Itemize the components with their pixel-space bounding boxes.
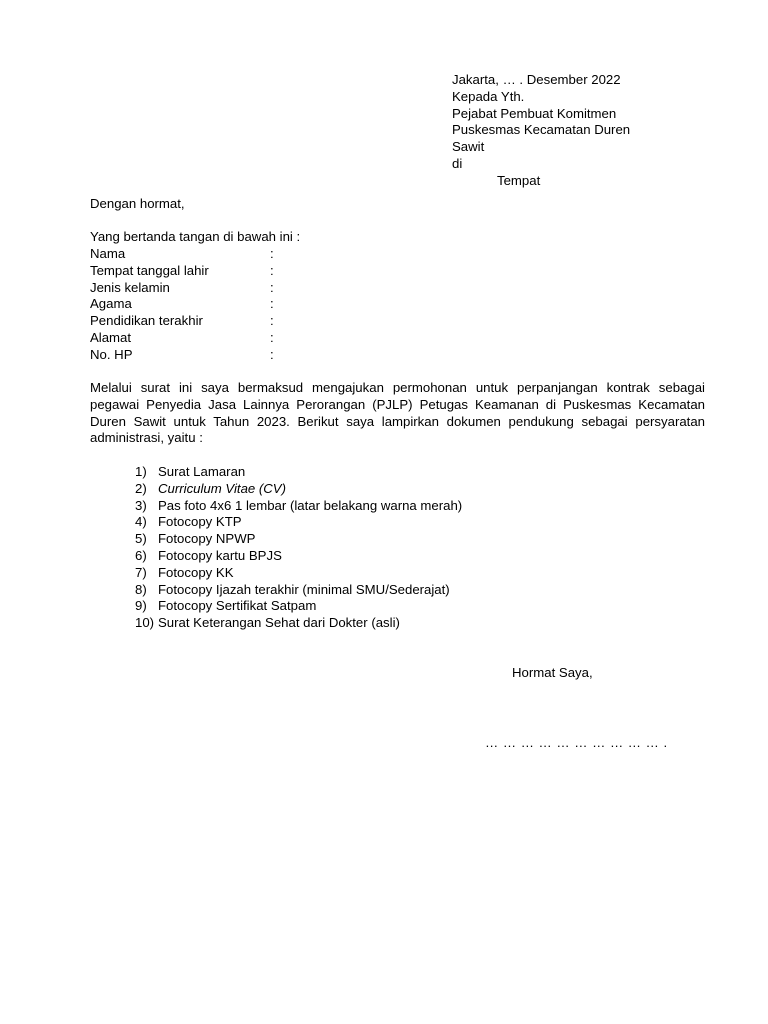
field-label: Tempat tanggal lahir xyxy=(90,262,209,278)
recipient-di: di xyxy=(452,155,463,171)
recipient-line-2: Puskesmas Kecamatan Duren xyxy=(452,122,631,138)
list-text: Fotocopy KK xyxy=(158,564,234,580)
field-colon: : xyxy=(270,262,274,278)
list-number: 4) xyxy=(135,514,147,530)
field-colon: : xyxy=(270,313,274,329)
list-number: 6) xyxy=(135,547,147,563)
list-text: Surat Keterangan Sehat dari Dokter (asli) xyxy=(158,615,400,631)
place-date: Jakarta, … . Desember 2022 xyxy=(452,72,621,87)
field-colon: : xyxy=(270,279,274,295)
field-label: Alamat xyxy=(90,329,132,345)
salutation: Dengan hormat, xyxy=(90,196,185,211)
recipient-line-3: Sawit xyxy=(452,139,485,155)
field-colon: : xyxy=(270,329,274,345)
list-number: 8) xyxy=(135,581,147,597)
list-number: 1) xyxy=(135,464,147,479)
recipient-block xyxy=(452,72,630,190)
field-colon: : xyxy=(270,246,274,261)
body-paragraph: Melalui surat ini saya bermaksud mengajukan permohonan untuk perpanjangan kontrak sebagai pegawai Penyedia Jasa Lainnya Perorangan (PJLP) Petugas Keamanan di Puskesmas Kecamatan Duren Sawit untuk Tahun 2023. Berikut saya lampirkan dokumen pendukung sebagai persyaratan administrasi, yaitu : xyxy=(90,380,705,446)
field-colon: : xyxy=(270,346,274,362)
list-text: Pas foto 4x6 1 lembar (latar belakang warna merah) xyxy=(158,497,463,513)
field-label: Agama xyxy=(90,296,132,312)
closing-line: Hormat Saya, xyxy=(512,665,593,680)
field-label: Nama xyxy=(90,246,126,261)
field-label: Jenis kelamin xyxy=(90,279,170,295)
list-text: Curriculum Vitae (CV) xyxy=(158,480,286,496)
intro-line: Yang bertanda tangan di bawah ini : xyxy=(90,229,301,244)
list-number: 9) xyxy=(135,598,147,614)
list-text: Fotocopy Sertifikat Satpam xyxy=(158,598,317,614)
list-text: Fotocopy KTP xyxy=(158,514,242,530)
list-number: 2) xyxy=(135,480,147,496)
list-number: 3) xyxy=(135,497,147,513)
field-colon: : xyxy=(270,296,274,312)
field-label: Pendidikan terakhir xyxy=(90,313,203,329)
recipient-line-1: Pejabat Pembuat Komitmen xyxy=(452,105,617,121)
signature-placeholder: … … … … … … … … … … . xyxy=(485,735,668,750)
list-text: Fotocopy kartu BPJS xyxy=(158,547,282,563)
field-label: No. HP xyxy=(90,346,133,362)
list-text: Fotocopy NPWP xyxy=(158,531,256,547)
list-text: Fotocopy Ijazah terakhir (minimal SMU/Sederajat) xyxy=(158,581,450,597)
kepada-yth: Kepada Yth. xyxy=(452,88,525,104)
list-number: 5) xyxy=(135,531,147,547)
list-text: Surat Lamaran xyxy=(158,464,246,479)
recipient-tempat: Tempat xyxy=(497,172,541,188)
list-number: 10) xyxy=(135,615,155,631)
list-number: 7) xyxy=(135,564,147,580)
